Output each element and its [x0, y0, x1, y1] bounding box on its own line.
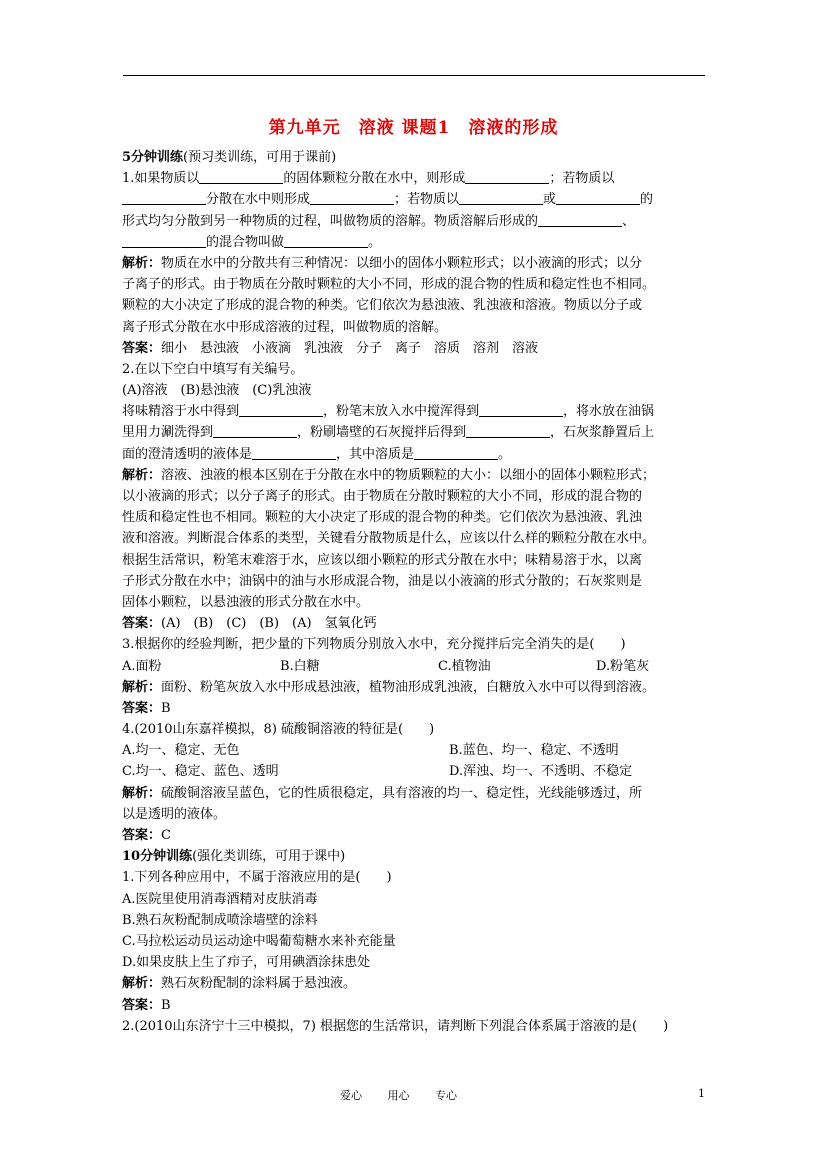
- section-heading-note: (强化类训练，可用于课中): [192, 849, 346, 865]
- answer-blank: [459, 190, 543, 205]
- question-line: [122, 444, 722, 465]
- analysis-label: 解析：: [122, 255, 162, 271]
- section-heading-bold: 10分钟训练: [122, 849, 193, 865]
- option: A.医院里使用消毒酒精对皮肤消毒: [122, 891, 318, 907]
- analysis-text: 面粉、粉笔灰放入水中形成悬浊液，植物油形成乳浊液，白糖放入水中可以得到溶液。: [161, 679, 656, 695]
- answer-blank: [239, 402, 323, 417]
- page-footer: [340, 1087, 479, 1103]
- option: C.均一、稳定、蓝色、透明: [122, 764, 279, 780]
- page-title: 第九单元 溶液 课题1 溶液的形成: [268, 118, 559, 138]
- question-stem: 4.(2010山东嘉祥模拟，8) 硫酸铜溶液的特征是( ): [122, 722, 435, 738]
- question-line: [122, 422, 722, 443]
- answer-blank: [122, 190, 206, 205]
- analysis-text: 硫酸铜溶液呈蓝色，它的性质很稳定，具有溶液的均一、稳定性，光线能够透过，所: [161, 785, 643, 801]
- answer-label: 答案：: [122, 997, 162, 1013]
- text: 形式均匀分散到另一种物质的过程，叫做物质的溶解。物质溶解后形成的: [122, 213, 539, 229]
- text: 、: [622, 213, 636, 229]
- text: 或: [543, 192, 557, 208]
- analysis-label: 解析：: [122, 976, 162, 992]
- answer-line: [122, 825, 722, 846]
- analysis-label: 解析：: [122, 679, 162, 695]
- answer-blank: [213, 423, 297, 438]
- analysis-line: 颗粒的大小决定了形成的混合物的种类。它们依次为悬浊液、乳浊液和溶液。物质以分子或: [122, 298, 643, 314]
- answer-blank: [284, 233, 368, 248]
- question-line: [122, 232, 722, 253]
- analysis-line: [122, 973, 722, 994]
- analysis-line: 以是透明的液体。: [122, 806, 227, 822]
- answer-label: 答案：: [122, 616, 162, 632]
- option: C.植物油: [438, 658, 491, 674]
- answer-blank: [199, 169, 283, 184]
- analysis-line: 性质和稳定性也不相同。颗粒的大小决定了形成的混合物的种类。它们依次为悬浊液、乳浊: [122, 510, 643, 526]
- answer-label: 答案：: [122, 828, 162, 843]
- analysis-line: 以小液滴的形式；以分子离子的形式。由于物质在分散时颗粒的大小不同，形成的混合物的: [122, 489, 643, 504]
- answer-line: [122, 995, 722, 1016]
- question-line: [122, 211, 722, 232]
- option-row: [122, 761, 722, 782]
- analysis-text: 物质在水中的分散共有三种情况：以细小的固体小颗粒形式；以小液滴的形式；以分: [161, 255, 643, 271]
- question-line: [122, 401, 722, 422]
- text: 里用力涮洗得到: [122, 425, 214, 441]
- text: 1.如果物质以: [122, 171, 200, 187]
- text: 的混合物叫做: [206, 234, 285, 250]
- text: ，石灰浆静置后上: [550, 425, 655, 441]
- option: D.粉笔灰: [596, 658, 650, 674]
- option: B.白糖: [280, 658, 320, 674]
- footer-item: 专心: [435, 1089, 457, 1102]
- option: A.均一、稳定、无色: [122, 743, 240, 759]
- answer-blank: [414, 445, 498, 460]
- answer-blank: [556, 190, 640, 205]
- page-number: 1: [698, 1087, 705, 1100]
- question-line: [122, 189, 722, 210]
- question-stem: 1.下列各种应用中，不属于溶液应用的是( ): [122, 870, 392, 886]
- section-heading-note: (预习类训练，可用于课前): [183, 150, 337, 165]
- header-rule: [123, 75, 705, 76]
- answer-text: 细小 悬浊液 小液滴 乳浊液 分子 离子 溶质 溶剂 溶液: [161, 340, 539, 356]
- text: 。: [498, 446, 512, 462]
- answer-text: B: [161, 700, 171, 716]
- question-line: [122, 168, 722, 189]
- analysis-line: 液和溶液。判断混合体系的类型，关键看分散物质是什么，应该以什么样的颗粒分散在水中。: [122, 531, 656, 547]
- answer-line: [122, 698, 722, 719]
- text: ，粉笔末放入水中搅浑得到: [323, 404, 480, 420]
- text: 分散在水中则形成: [206, 192, 311, 208]
- answer-text: B: [161, 997, 171, 1013]
- analysis-label: 解析：: [122, 467, 162, 483]
- text: 。: [368, 234, 382, 250]
- analysis-line: [122, 253, 722, 274]
- footer-item: 用心: [387, 1089, 410, 1102]
- answer-blank: [466, 423, 550, 438]
- analysis-text: 熟石灰粉配制的涂料属于悬浊液。: [161, 976, 357, 992]
- answer-line: [122, 338, 722, 359]
- analysis-line: 子形式分散在水中；油锅中的油与水形成混合物，油是以小液滴的形式分散的；石灰浆则是: [122, 573, 643, 589]
- text: ；若物质以: [549, 171, 615, 187]
- option: D.如果皮肤上生了疖子，可用碘酒涂抹患处: [122, 955, 371, 971]
- text: 的: [640, 192, 654, 208]
- option: D.浑浊、均一、不透明、不稳定: [449, 764, 633, 780]
- footer-item: 爱心: [340, 1089, 362, 1102]
- analysis-line: [122, 465, 722, 486]
- analysis-text: 溶液、浊液的根本区别在于分散在水中的物质颗粒的大小：以细小的固体小颗粒形式；: [161, 467, 656, 483]
- option-row: [122, 740, 722, 761]
- text: 面的澄清透明的液体是: [122, 446, 253, 462]
- text: ，其中溶质是: [336, 446, 415, 462]
- answer-blank: [310, 190, 394, 205]
- section-heading: [122, 147, 722, 168]
- answer-line: [122, 613, 722, 634]
- text: ，将水放在油锅: [563, 404, 655, 420]
- analysis-line: 子离子的形式。由于物质在分散时颗粒的大小不同，形成的混合物的性质和稳定性也不相同。: [122, 277, 656, 293]
- question-line: (A)溶液 (B)悬浊液 (C)乳浊液: [122, 383, 312, 399]
- section-heading: [122, 846, 722, 867]
- analysis-line: 固体小颗粒，以悬浊液的形式分散在水中。: [122, 594, 370, 610]
- answer-label: 答案：: [122, 340, 162, 356]
- answer-blank: [122, 233, 206, 248]
- analysis-line: 根据生活常识，粉笔末难溶于水，应该以细小颗粒的形式分散在水中；味精易溶于水，以离: [122, 552, 643, 568]
- analysis-line: 离子形式分散在水中形成溶液的过程，叫做物质的溶解。: [122, 319, 448, 335]
- text: ；若物质以: [394, 192, 460, 208]
- question-stem: 3.根据你的经验判断，把少量的下列物质分别放入水中，充分搅拌后完全消失的是( ): [122, 637, 626, 653]
- analysis-line: [122, 783, 722, 804]
- answer-blank: [479, 402, 563, 417]
- answer-blank: [538, 212, 622, 227]
- option: C.马拉松运动员运动途中喝葡萄糖水来补充能量: [122, 933, 396, 949]
- document-body: [122, 147, 722, 1037]
- text: 将味精溶于水中得到: [122, 404, 240, 420]
- text: ，粉刷墙壁的石灰搅拌后得到: [297, 425, 467, 441]
- option: B.蓝色、均一、稳定、不透明: [449, 743, 619, 759]
- question-line: 2.在以下空白中填写有关编号。: [122, 361, 304, 377]
- section-heading-bold: 5分钟训练: [122, 150, 184, 165]
- text: 的固体颗粒分散在水中，则形成: [283, 171, 466, 187]
- answer-label: 答案：: [122, 700, 162, 716]
- option: B.熟石灰粉配制成喷涂墙壁的涂料: [122, 912, 318, 928]
- question-stem: 2.(2010山东济宁十三中模拟，7) 根据您的生活常识，请判断下列混合体系属于溶液的是( ): [122, 1018, 669, 1034]
- answer-text: (A) (B) (C) (B) (A) 氢氧化钙: [161, 616, 377, 632]
- answer-text: C: [161, 828, 171, 843]
- option-row: [122, 656, 722, 677]
- answer-blank: [465, 169, 549, 184]
- analysis-label: 解析：: [122, 785, 162, 801]
- option: A.面粉: [122, 658, 162, 674]
- analysis-line: [122, 677, 722, 698]
- answer-blank: [252, 445, 336, 460]
